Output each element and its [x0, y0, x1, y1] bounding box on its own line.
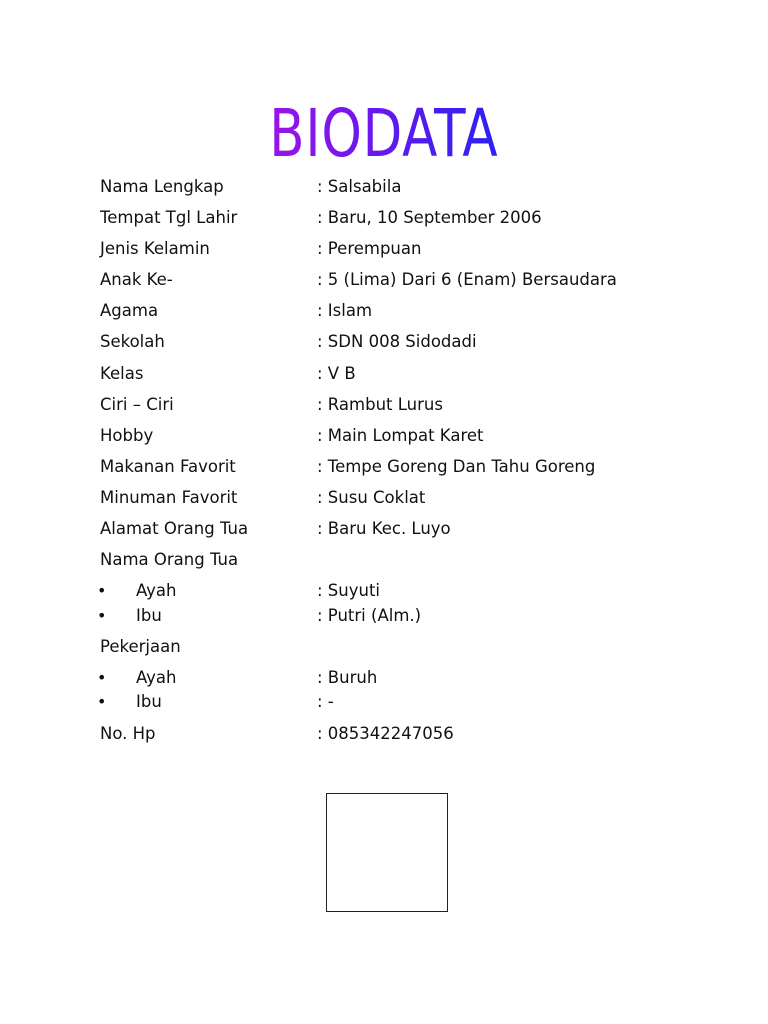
field-label: Agama	[100, 301, 159, 320]
field-value: : Islam	[317, 301, 373, 320]
field-label: Sekolah	[100, 332, 165, 351]
section-pekerjaan	[0, 635, 768, 659]
field-value: : Tempe Goreng Dan Tahu Goreng	[317, 457, 596, 476]
list-item-ayah	[0, 579, 768, 603]
row-ciri-ciri	[0, 393, 768, 417]
field-label: Ibu	[136, 606, 162, 625]
field-value: : Buruh	[317, 668, 378, 687]
field-label: No. Hp	[100, 724, 156, 743]
field-label: Tempat Tgl Lahir	[100, 208, 238, 227]
field-value: : V B	[317, 364, 356, 383]
section-nama-orang-tua	[0, 548, 768, 572]
section-heading: Pekerjaan	[100, 637, 181, 656]
row-alamat-orang-tua	[0, 517, 768, 541]
field-label: Ayah	[136, 668, 177, 687]
field-label: Hobby	[100, 426, 154, 445]
field-label: Anak Ke-	[100, 270, 173, 289]
field-label: Jenis Kelamin	[100, 239, 210, 258]
row-kelas	[0, 362, 768, 386]
bullet-icon: •	[97, 606, 107, 625]
field-value: : Suyuti	[317, 581, 381, 600]
row-anak-ke	[0, 268, 768, 292]
field-label: Makanan Favorit	[100, 457, 236, 476]
row-agama	[0, 299, 768, 323]
field-value: : Putri (Alm.)	[317, 606, 422, 625]
list-item-ibu	[0, 604, 768, 628]
field-label: Minuman Favorit	[100, 488, 238, 507]
photo-placeholder	[326, 793, 448, 912]
field-value: : Rambut Lurus	[317, 395, 443, 414]
bullet-icon: •	[97, 581, 107, 600]
field-value: : 085342247056	[317, 724, 454, 743]
field-value: : Main Lompat Karet	[317, 426, 484, 445]
row-hobby	[0, 424, 768, 448]
field-value: : -	[317, 692, 334, 711]
bullet-icon: •	[97, 668, 107, 687]
row-sekolah	[0, 330, 768, 354]
field-value: : Salsabila	[317, 177, 402, 196]
page-title: BIODATA	[269, 95, 499, 172]
field-label: Kelas	[100, 364, 144, 383]
row-nama-lengkap	[0, 175, 768, 199]
row-no-hp	[0, 722, 768, 746]
field-value: : Perempuan	[317, 239, 422, 258]
field-value: : 5 (Lima) Dari 6 (Enam) Bersaudara	[317, 270, 617, 289]
row-minuman-favorit	[0, 486, 768, 510]
field-label: Ciri – Ciri	[100, 395, 174, 414]
section-heading: Nama Orang Tua	[100, 550, 239, 569]
bullet-icon: •	[97, 692, 107, 711]
row-tempat-tgl-lahir	[0, 206, 768, 230]
row-jenis-kelamin	[0, 237, 768, 261]
list-item-ayah-pekerjaan	[0, 666, 768, 690]
row-makanan-favorit	[0, 455, 768, 479]
field-label: Ibu	[136, 692, 162, 711]
field-label: Nama Lengkap	[100, 177, 224, 196]
field-label: Alamat Orang Tua	[100, 519, 249, 538]
field-value: : SDN 008 Sidodadi	[317, 332, 477, 351]
field-value: : Baru Kec. Luyo	[317, 519, 451, 538]
field-value: : Baru, 10 September 2006	[317, 208, 542, 227]
field-label: Ayah	[136, 581, 177, 600]
list-item-ibu-pekerjaan	[0, 690, 768, 714]
field-value: : Susu Coklat	[317, 488, 426, 507]
